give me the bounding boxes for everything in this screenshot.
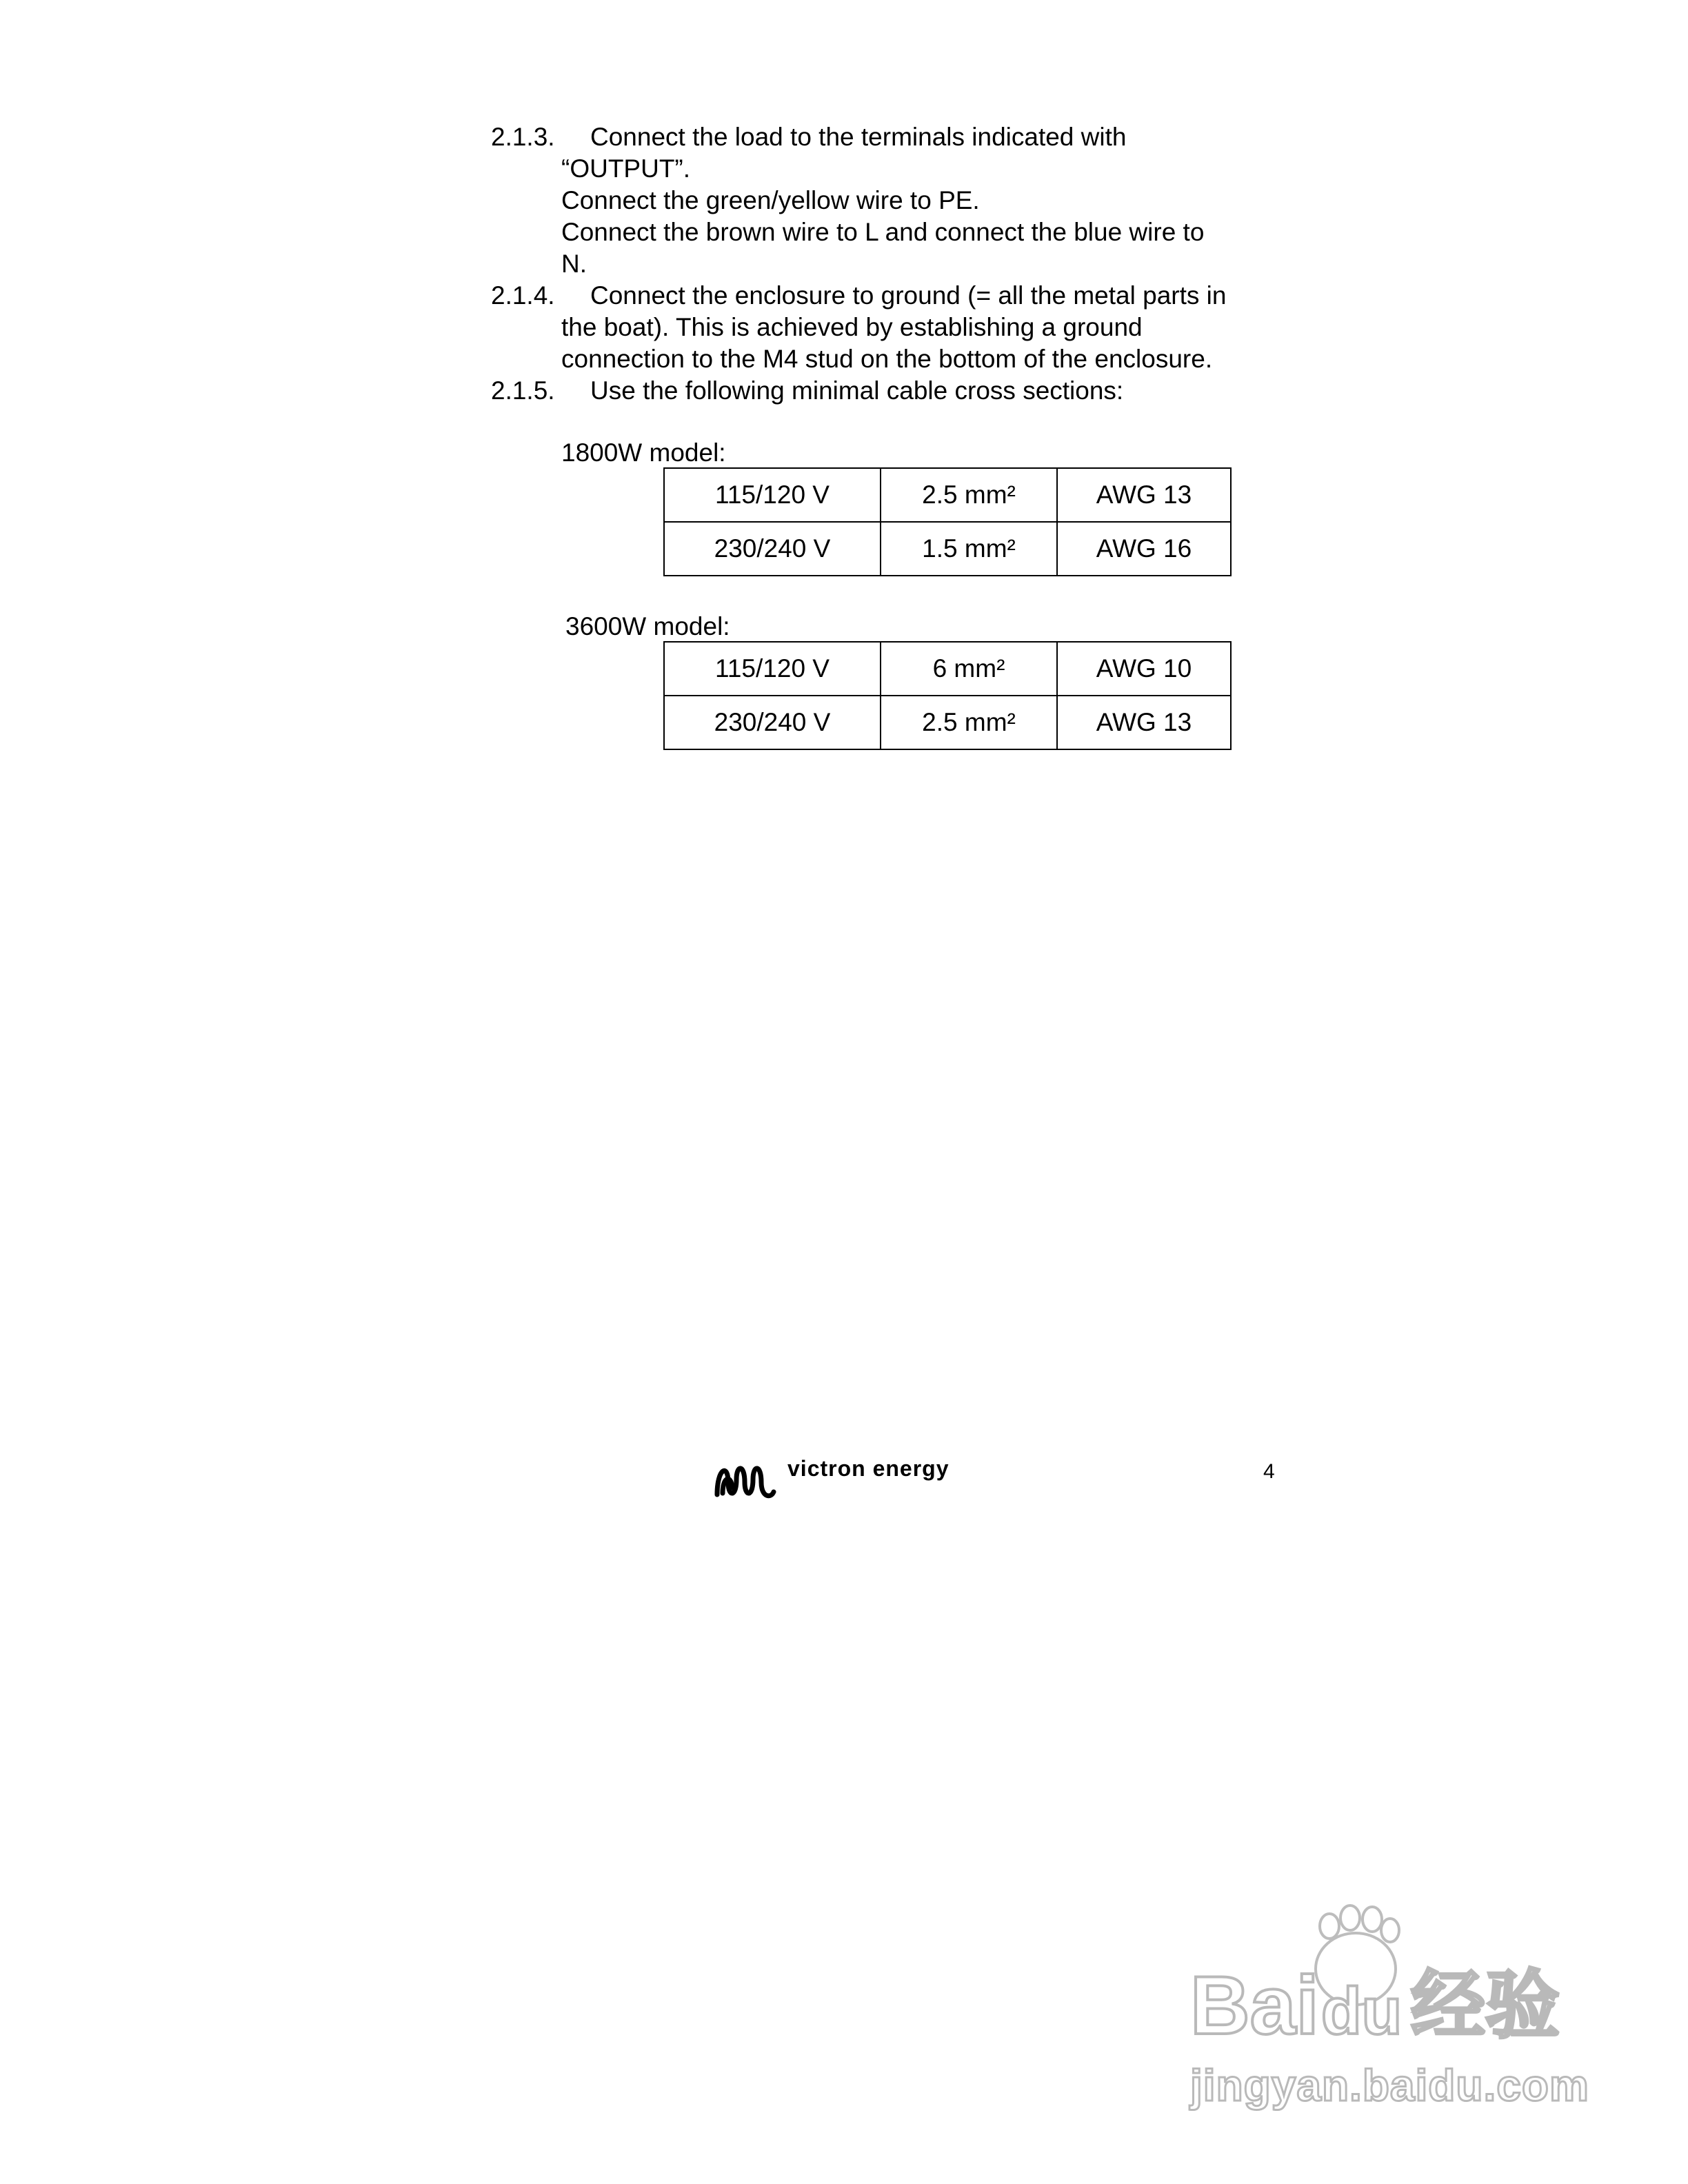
item-text-line: Connect the load to the terminals indicated with — [590, 123, 1127, 151]
table-cell: 1.5 mm² — [881, 522, 1057, 576]
page-number: 4 — [1263, 1460, 1275, 1483]
table-cell: 230/240 V — [664, 696, 881, 749]
item-number: 2.1.4. — [491, 281, 555, 310]
item-text-line: connection to the M4 stud on the bottom of the enclosure. — [561, 345, 1213, 373]
model-label-1800w: 1800W model: — [561, 438, 726, 467]
table-row — [664, 522, 1231, 576]
cable-table-3600w — [663, 641, 1232, 750]
watermark-cn: 经验 — [1411, 1963, 1560, 2049]
table-cell: AWG 13 — [1057, 468, 1231, 522]
item-text-line: Connect the brown wire to L and connect the blue wire to — [561, 218, 1205, 246]
table-cell: AWG 16 — [1057, 522, 1231, 576]
model-label-3600w: 3600W model: — [565, 612, 730, 640]
baidu-jingyan-watermark — [1186, 1903, 1572, 2082]
watermark-brand: Bai — [1190, 1959, 1319, 2052]
brand-name: victron energy — [787, 1456, 950, 1481]
cable-table-1800w — [663, 467, 1232, 576]
table-row — [664, 468, 1231, 522]
table-cell: 115/120 V — [664, 468, 881, 522]
item-number: 2.1.3. — [491, 123, 555, 151]
watermark-brand-du: du — [1321, 1974, 1403, 2048]
item-text-line: N. — [561, 250, 587, 278]
table-cell: 2.5 mm² — [881, 696, 1057, 749]
table-cell: AWG 10 — [1057, 642, 1231, 696]
item-text-line: Use the following minimal cable cross sections: — [590, 376, 1124, 405]
list-item-2-1-5 — [491, 375, 1318, 407]
item-text-line: the boat). This is achieved by establishing a ground — [561, 313, 1143, 341]
table-row — [664, 642, 1231, 696]
table-cell: AWG 13 — [1057, 696, 1231, 749]
table-cell: 115/120 V — [664, 642, 881, 696]
table-cell: 230/240 V — [664, 522, 881, 576]
table-cell: 6 mm² — [881, 642, 1057, 696]
victron-logo-icon — [713, 1455, 782, 1503]
table-row — [664, 696, 1231, 749]
table-cell: 2.5 mm² — [881, 468, 1057, 522]
item-number: 2.1.5. — [491, 376, 555, 405]
item-text-line: Connect the green/yellow wire to PE. — [561, 186, 980, 214]
item-text-line: Connect the enclosure to ground (= all the metal parts in — [590, 281, 1227, 310]
watermark-url: jingyan.baidu.com — [1190, 2061, 1589, 2110]
item-text-line: “OUTPUT”. — [561, 154, 691, 183]
list-item-2-1-4 — [491, 280, 1318, 375]
list-item-2-1-3 — [491, 121, 1318, 280]
